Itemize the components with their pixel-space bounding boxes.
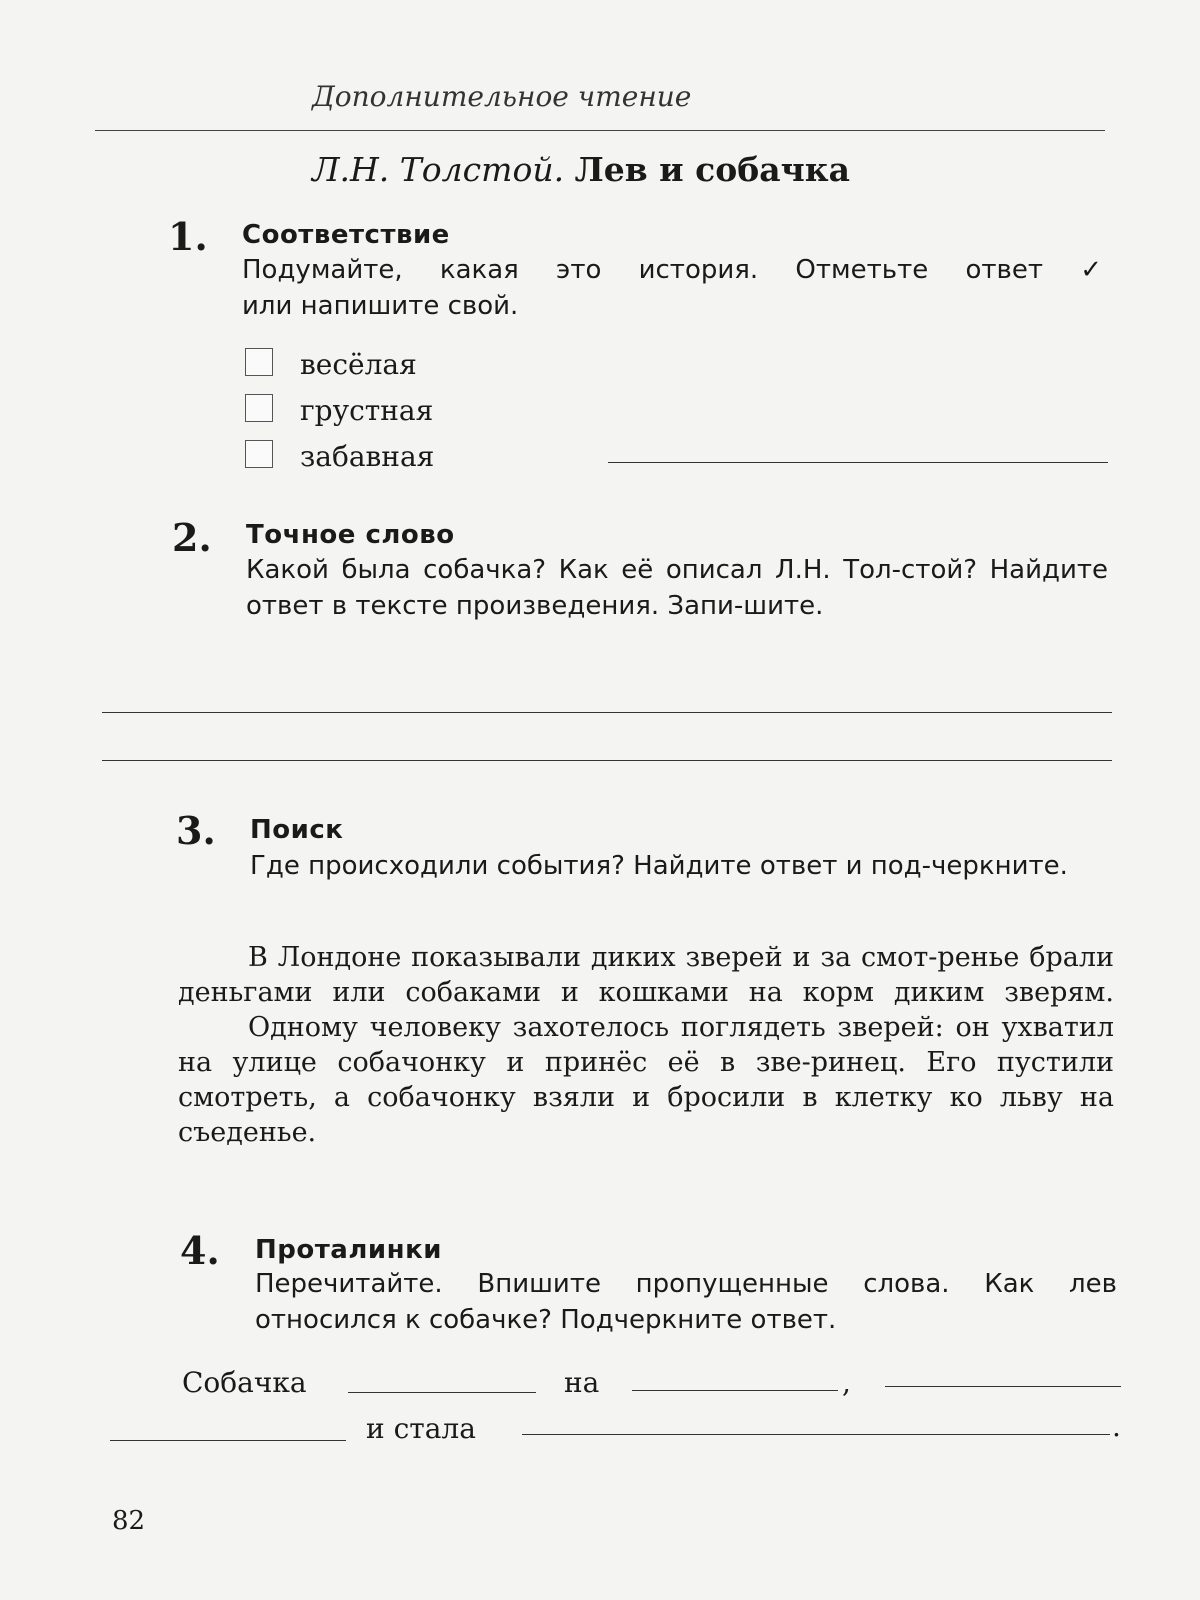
own-answer-line[interactable] xyxy=(608,462,1108,463)
task-1-number: 1. xyxy=(168,214,208,259)
option-3-label: забавная xyxy=(300,440,435,473)
title-work: Лев и собачка xyxy=(574,150,850,189)
option-1-label: весёлая xyxy=(300,348,417,381)
task-2-instruction: Какой была собачка? Как её описал Л.Н. Тол-стой? Найдите ответ в тексте произведения. Запи-шите. xyxy=(246,555,1108,621)
option-2-label: грустная xyxy=(300,394,434,427)
task-2-title: Точное слово xyxy=(246,520,455,550)
task-1-title: Соответствие xyxy=(242,220,450,250)
blank-2[interactable] xyxy=(632,1390,838,1391)
title-author: Л.Н. Толстой. xyxy=(312,150,565,189)
checkbox-option-2[interactable] xyxy=(245,394,273,422)
fill-word-i-stala: и стала xyxy=(366,1412,476,1445)
checkbox-option-3[interactable] xyxy=(245,440,273,468)
task-2-number: 2. xyxy=(172,515,212,560)
fill-word-sobachka: Собачка xyxy=(182,1366,307,1399)
task-3-number: 3. xyxy=(176,808,216,853)
passage-paragraph-1: В Лондоне показывали диких зверей и за смот-ренье брали деньгами или собаками и кошками на корм диким зверям. xyxy=(178,942,1114,1008)
header-divider xyxy=(95,130,1105,131)
fill-comma: , xyxy=(842,1366,851,1399)
blank-3[interactable] xyxy=(885,1386,1121,1387)
task-3-title: Поиск xyxy=(250,815,344,845)
fill-period: . xyxy=(1112,1410,1121,1443)
task-4-instruction: Перечитайте. Впишите пропущенные слова. Как лев относился к собачке? Подчеркните ответ. xyxy=(255,1269,1117,1335)
task-4-title: Проталинки xyxy=(255,1235,442,1265)
section-header: Дополнительное чтение xyxy=(312,80,692,113)
story-passage xyxy=(178,940,1114,1150)
page-title xyxy=(312,150,850,189)
answer-line-1[interactable] xyxy=(102,712,1112,713)
task-1-instruction-line1: Подумайте, какая это история. Отметьте ответ ✓ xyxy=(242,255,1102,285)
passage-paragraph-2: Одному человеку захотелось поглядеть зверей: он ухватил на улице собачонку и принёс её в зве-ринец. Его пустили смотреть, а собачонку взяли и бросили в клетку ко льву на съеденье. xyxy=(178,1012,1114,1148)
task-3-instruction: Где происходили события? Найдите ответ и под-черкните. xyxy=(250,851,1068,881)
blank-4[interactable] xyxy=(110,1440,346,1441)
blank-5[interactable] xyxy=(522,1434,1110,1435)
answer-line-2[interactable] xyxy=(102,760,1112,761)
fill-word-na: на xyxy=(564,1366,600,1399)
task-1-instruction-line2: или напишите свой. xyxy=(242,291,519,321)
blank-1[interactable] xyxy=(348,1392,536,1393)
page-number: 82 xyxy=(112,1506,146,1536)
task-4-number: 4. xyxy=(180,1228,220,1273)
checkbox-option-1[interactable] xyxy=(245,348,273,376)
